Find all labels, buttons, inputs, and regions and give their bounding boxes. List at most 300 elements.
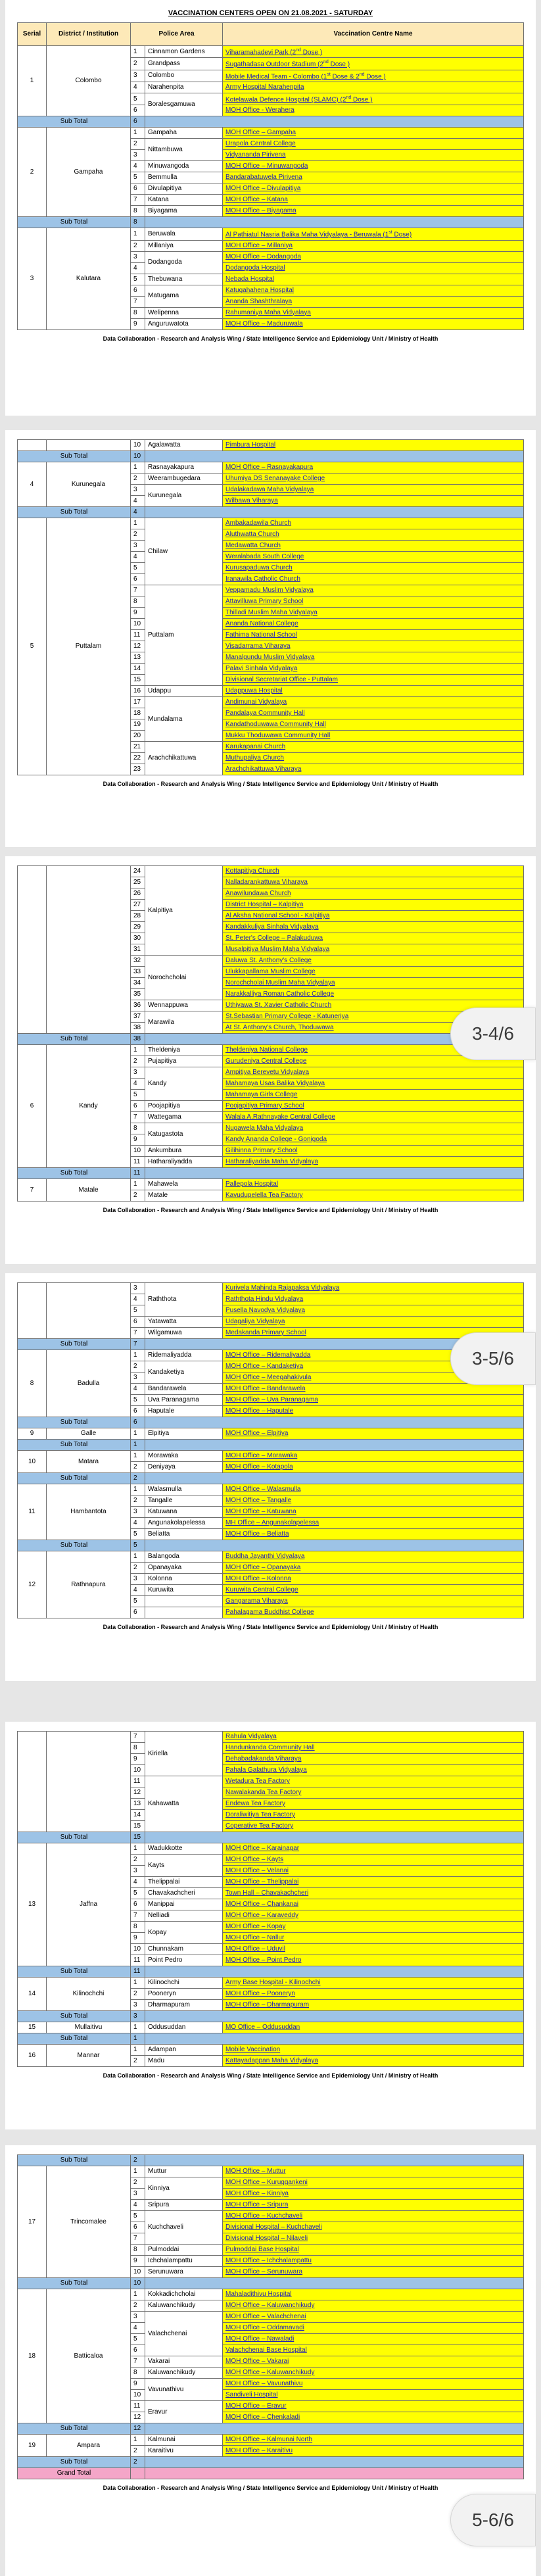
vaccination-centre-cell: Walala A.Rathnayake Central College <box>223 1112 524 1123</box>
vaccination-centre-cell: Katugahahena Hospital <box>223 285 524 296</box>
row-number-cell: 2 <box>131 1056 145 1067</box>
row-number-cell: 2 <box>131 1361 145 1373</box>
row-number-cell: 3 <box>131 70 145 82</box>
row-number-cell: 7 <box>131 2356 145 2368</box>
police-area-cell: Kokkadichcholai <box>145 2289 223 2300</box>
serial-cell: 6 <box>18 1045 47 1168</box>
grand-total-row <box>18 2468 524 2479</box>
row-number-cell: 14 <box>131 664 145 675</box>
police-area-cell: Puttalam <box>145 585 223 686</box>
police-area-cell: Millaniya <box>145 240 223 251</box>
row-number-cell: 1 <box>131 46 145 58</box>
police-area-cell <box>145 1607 223 1618</box>
police-area-cell: Bandarawela <box>145 1384 223 1395</box>
row-number-cell: 1 <box>131 128 145 139</box>
row-number-cell: 3 <box>131 1866 145 1877</box>
row-number-cell: 2 <box>131 1462 145 1473</box>
subtotal-value: 11 <box>131 1168 145 1179</box>
vaccination-centre-cell: MOH Office – Rasnayakapura <box>223 462 524 474</box>
vaccination-centre-cell: Uthiyawa St. Xavier Catholic Church <box>223 1000 524 1011</box>
district-cell: Kilinochchi <box>47 1978 131 2011</box>
row-number-cell: 6 <box>131 2345 145 2356</box>
row-number-cell: 7 <box>131 1112 145 1123</box>
vaccination-centre-cell: Divisional Secretariat Office - Puttalam <box>223 675 524 686</box>
subtotal-row <box>18 1440 524 1451</box>
subtotal-label: Sub Total <box>18 1168 131 1179</box>
row-number-cell: 18 <box>131 708 145 719</box>
vaccination-centre-cell: Muthupaliya Church <box>223 753 524 764</box>
row-number-cell: 4 <box>131 1384 145 1395</box>
page-indicator: 5-6/6 <box>450 2494 536 2546</box>
subtotal-label: Sub Total <box>18 2278 131 2289</box>
police-area-cell: Muttur <box>145 2166 223 2177</box>
police-area-cell: Deniyaya <box>145 1462 223 1473</box>
vaccination-centre-cell: Arachchikattuwa Viharaya <box>223 764 524 775</box>
district-cell: Puttalam <box>47 518 131 775</box>
vaccination-centre-cell: MOH Office – Maduruwala <box>223 318 524 329</box>
vaccination-centre-cell: MOH Office – Muttur <box>223 2166 524 2177</box>
serial-cell <box>18 1283 47 1339</box>
vaccination-centre-cell: MH Office – Angunakolapelessa <box>223 1518 524 1529</box>
row-number-cell: 6 <box>131 105 145 116</box>
subtotal-value: 2 <box>131 1473 145 1484</box>
row-number-cell: 5 <box>131 1596 145 1607</box>
vaccination-centre-cell: Endewa Tea Factory <box>223 1799 524 1810</box>
row-number-cell: 8 <box>131 206 145 217</box>
row-number-cell: 1 <box>131 1428 145 1440</box>
row-number-cell: 2 <box>131 1855 145 1866</box>
table-row <box>18 1732 524 1743</box>
police-area-cell: Chilaw <box>145 518 223 585</box>
police-area-cell: Anguruwatota <box>145 318 223 329</box>
vaccination-centre-cell: MOH Office – Karaveddy <box>223 1910 524 1922</box>
police-area-cell: Agalawatta <box>145 440 223 451</box>
police-area-cell: Thebuwana <box>145 274 223 285</box>
document-title: VACCINATION CENTERS OPEN ON 21.08.2021 - SATURDAY <box>168 9 373 17</box>
vaccination-centre-cell: MOH Office – Meegahakivula <box>223 1373 524 1384</box>
subtotal-label: Sub Total <box>18 116 131 128</box>
row-number-cell: 8 <box>131 1922 145 1933</box>
row-number-cell: 29 <box>131 922 145 933</box>
table-row <box>18 2435 524 2446</box>
police-area-cell: Udappu <box>145 686 223 697</box>
police-area-cell: Mahawela <box>145 1179 223 1190</box>
row-number-cell: 1 <box>131 1350 145 1361</box>
vaccination-centre-cell: District Hospital – Kalpitiya <box>223 900 524 911</box>
police-area-cell: Kahawatta <box>145 1776 223 1832</box>
row-number-cell: 3 <box>131 150 145 161</box>
row-number-cell: 6 <box>131 2222 145 2233</box>
subtotal-row <box>18 2011 524 2022</box>
police-area-cell: Oddusuddan <box>145 2022 223 2033</box>
subtotal-value: 6 <box>131 1417 145 1428</box>
vaccination-centre-cell: Kurivela Mahinda Rajapaksa Vidyalaya <box>223 1283 524 1294</box>
vaccination-centre-cell: MOH Office – Kaluwanchikudy <box>223 2368 524 2379</box>
vaccination-centre-cell: Vidyananda Pirivena <box>223 150 524 161</box>
row-number-cell: 7 <box>131 1910 145 1922</box>
document-page <box>5 430 536 847</box>
row-number-cell: 22 <box>131 753 145 764</box>
vaccination-centre-cell: MOH Office – Ichchalampattu <box>223 2256 524 2267</box>
vaccination-centre-cell: Narakkalliya Roman Catholic College <box>223 989 524 1000</box>
police-area-cell: Cinnamon Gardens <box>145 46 223 58</box>
police-area-cell: Bemmulla <box>145 172 223 183</box>
table-header-row <box>18 23 524 46</box>
police-area-cell: Beliatta <box>145 1529 223 1540</box>
police-area-cell: Madu <box>145 2056 223 2067</box>
row-number-cell: 12 <box>131 641 145 652</box>
police-area-cell: Pulmoddai <box>145 2245 223 2256</box>
vaccination-centre-cell: Urapola Central College <box>223 139 524 150</box>
vaccination-centre-cell: Mobile Vaccination <box>223 2045 524 2056</box>
row-number-cell: 6 <box>131 183 145 195</box>
police-area-cell: Haputale <box>145 1406 223 1417</box>
vaccination-centre-cell: MOH Office – Point Pedro <box>223 1955 524 1966</box>
subtotal-label: Sub Total <box>18 1832 131 1843</box>
table-row <box>18 1179 524 1190</box>
row-number-cell: 13 <box>131 652 145 664</box>
police-area-cell: Kuruwita <box>145 1585 223 1596</box>
district-cell: Hambantota <box>47 1484 131 1540</box>
subtotal-value: 2 <box>131 2457 145 2468</box>
vaccination-centre-cell: MOH Office – Uduvil <box>223 1944 524 1955</box>
vaccination-centre-cell: MO Office – Oddusuddan <box>223 2022 524 2033</box>
vaccination-centre-cell: MOH Office – Elpitiya <box>223 1428 524 1440</box>
table-row <box>18 440 524 451</box>
vaccination-centre-cell: Pahala Galathura Vidyalaya <box>223 1765 524 1776</box>
subtotal-row <box>18 2155 524 2166</box>
row-number-cell: 3 <box>131 1067 145 1079</box>
police-area-cell: Vavunathivu <box>145 2379 223 2401</box>
police-area-cell: Nelliadi <box>145 1910 223 1922</box>
vaccination-centre-cell: Ananda Shashthralaya <box>223 296 524 307</box>
vaccination-centre-cell: Karukapanai Church <box>223 742 524 753</box>
police-area-cell: Wennappuwa <box>145 1000 223 1011</box>
row-number-cell: 7 <box>131 1732 145 1743</box>
row-number-cell: 6 <box>131 574 145 585</box>
row-number-cell: 30 <box>131 933 145 944</box>
police-area-cell: Morawaka <box>145 1451 223 1462</box>
row-number-cell: 1 <box>131 1045 145 1056</box>
subtotal-label: Sub Total <box>18 2423 131 2435</box>
vaccination-centre-cell: St.Sebastian Primary College - Katuneriya <box>223 1011 524 1023</box>
subtotal-row <box>18 217 524 228</box>
row-number-cell: 2 <box>131 2446 145 2457</box>
vaccination-centre-cell: MOH Office – Millaniya <box>223 240 524 251</box>
police-area-cell: Karaitivu <box>145 2446 223 2457</box>
police-area-cell: Uva Paranagama <box>145 1395 223 1406</box>
row-number-cell: 19 <box>131 719 145 731</box>
vaccination-centre-cell: Uhumiya DS Senanayake College <box>223 474 524 485</box>
table-row <box>18 1045 524 1056</box>
vaccination-centre-cell: MOH Office – Sripura <box>223 2200 524 2211</box>
vaccination-centre-cell: Gangarama Viharaya <box>223 1596 524 1607</box>
police-area-cell: Kilinochchi <box>145 1978 223 1989</box>
subtotal-label: Sub Total <box>18 1540 131 1551</box>
row-number-cell: 32 <box>131 956 145 967</box>
row-number-cell: 1 <box>131 1843 145 1855</box>
vaccination-centre-cell: Weralabada South College <box>223 552 524 563</box>
vaccination-centre-cell: Kandakkuliya Sinhala Vidyalaya <box>223 922 524 933</box>
column-header-police: Police Area <box>131 23 223 46</box>
row-number-cell: 5 <box>131 2334 145 2345</box>
police-area-cell: Kaluwanchikudy <box>145 2368 223 2379</box>
row-number-cell: 5 <box>131 563 145 574</box>
row-number-cell: 5 <box>131 93 145 105</box>
vaccination-centre-cell: Rahumaniya Maha Vidyalaya <box>223 307 524 318</box>
police-area-cell: Wattegama <box>145 1112 223 1123</box>
police-area-cell: Kurunegala <box>145 485 223 507</box>
row-number-cell: 1 <box>131 1978 145 1989</box>
row-number-cell: 4 <box>131 1294 145 1305</box>
subtotal-row <box>18 1966 524 1978</box>
row-number-cell: 9 <box>131 2379 145 2390</box>
vaccination-centre-cell: MOH Office – Biyagama <box>223 206 524 217</box>
row-number-cell: 35 <box>131 989 145 1000</box>
subtotal-value: 4 <box>131 507 145 518</box>
vaccination-centre-cell: Wilbawa Viharaya <box>223 496 524 507</box>
row-number-cell: 33 <box>131 967 145 978</box>
district-cell: Mullaitivu <box>47 2022 131 2033</box>
row-number-cell: 3 <box>131 1574 145 1585</box>
page-footer: Data Collaboration - Research and Analysis Wing / State Intelligence Service and Epidemiology Unit / Ministry of Health <box>103 1207 438 1213</box>
police-area-cell: Minuwangoda <box>145 161 223 172</box>
table-row <box>18 866 524 877</box>
vaccination-centre-cell: MOH Office – Eravur <box>223 2401 524 2412</box>
vaccination-centre-cell: Pahalagama Buddhist College <box>223 1607 524 1618</box>
table-row <box>18 1551 524 1563</box>
table-row <box>18 128 524 139</box>
row-number-cell: 8 <box>131 1123 145 1134</box>
subtotal-row <box>18 2457 524 2468</box>
vaccination-centre-cell: MOH Office – Beliatta <box>223 1529 524 1540</box>
table-row <box>18 1428 524 1440</box>
vaccination-centre-cell: Mobile Medical Team - Colombo (1st Dose & 2nd Dose ) <box>223 70 524 82</box>
vaccination-centre-cell: Nawalakanda Tea Factory <box>223 1787 524 1799</box>
police-area-cell: Ridemaliyadda <box>145 1350 223 1361</box>
serial-cell: 19 <box>18 2435 47 2457</box>
vaccination-centre-cell: Kattayadappan Maha Vidyalaya <box>223 2056 524 2067</box>
row-number-cell: 2 <box>131 1190 145 1202</box>
subtotal-value: 11 <box>131 1966 145 1978</box>
vaccination-centre-cell: MOH Office – Uva Paranagama <box>223 1395 524 1406</box>
serial-cell: 16 <box>18 2045 47 2067</box>
row-number-cell: 5 <box>131 1529 145 1540</box>
vaccination-centre-cell: Ananda National College <box>223 619 524 630</box>
row-number-cell: 5 <box>131 1305 145 1317</box>
column-header-serial: Serial <box>18 23 47 46</box>
vaccination-centre-cell: Anawilundawa Church <box>223 888 524 900</box>
police-area-cell: Vakarai <box>145 2356 223 2368</box>
row-number-cell: 2 <box>131 2177 145 2189</box>
row-number-cell: 5 <box>131 274 145 285</box>
vaccination-centre-cell: Thilladi Muslim Maha Vidyalaya <box>223 608 524 619</box>
row-number-cell: 4 <box>131 262 145 274</box>
row-number-cell: 1 <box>131 1484 145 1495</box>
vaccination-centre-cell: MOH Office – Valachchenai <box>223 2312 524 2323</box>
vaccination-centre-cell: Fathima National School <box>223 630 524 641</box>
row-number-cell: 1 <box>131 2166 145 2177</box>
subtotal-value: 1 <box>131 2033 145 2045</box>
police-area-cell: Welipenna <box>145 307 223 318</box>
vaccination-centre-cell: Town Hall – Chavakachcheri <box>223 1888 524 1899</box>
vaccination-centre-cell: Al Aksha National School - Kalpitiya <box>223 911 524 922</box>
police-area-cell: Matugama <box>145 285 223 307</box>
vaccination-centre-cell: Coperative Tea Factory <box>223 1821 524 1832</box>
subtotal-value: 15 <box>131 1832 145 1843</box>
row-number-cell: 26 <box>131 888 145 900</box>
table-row <box>18 1843 524 1855</box>
vaccination-centre-cell: MOH Office – Katana <box>223 195 524 206</box>
row-number-cell: 3 <box>131 541 145 552</box>
police-area-cell: Kandy <box>145 1067 223 1101</box>
police-area-cell: Pujapitiya <box>145 1056 223 1067</box>
police-area-cell: Chunnakam <box>145 1944 223 1955</box>
subtotal-row <box>18 1034 524 1045</box>
vaccination-centre-cell: MOH Office – Opanayaka <box>223 1563 524 1574</box>
vaccination-centre-cell: Daluwa St. Anthony's College <box>223 956 524 967</box>
row-number-cell: 9 <box>131 1933 145 1944</box>
police-area-cell: Colombo <box>145 70 223 82</box>
vaccination-centre-cell: MOH Office – Kaluwanchikudy <box>223 2300 524 2312</box>
police-area-cell: Marawila <box>145 1011 223 1034</box>
police-area-cell: Ichchalampattu <box>145 2256 223 2267</box>
row-number-cell: 36 <box>131 1000 145 1011</box>
row-number-cell: 6 <box>131 1317 145 1328</box>
serial-cell: 14 <box>18 1978 47 2011</box>
page-footer: Data Collaboration - Research and Analysis Wing / State Intelligence Service and Epidemiology Unit / Ministry of Health <box>103 781 438 787</box>
subtotal-label: Sub Total <box>18 1440 131 1451</box>
subtotal-value: 7 <box>131 1339 145 1350</box>
police-area-cell: Kuchchaveli <box>145 2211 223 2245</box>
serial-cell: 5 <box>18 518 47 775</box>
row-number-cell: 10 <box>131 1944 145 1955</box>
vaccination-centre-cell: Musalpitiya Muslim Maha Vidyalaya <box>223 944 524 956</box>
district-cell: Matara <box>47 1451 131 1473</box>
row-number-cell: 24 <box>131 866 145 877</box>
district-cell: Mannar <box>47 2045 131 2067</box>
vaccination-centre-cell: MOH Office – Kuchchaveli <box>223 2211 524 2222</box>
document-page <box>5 0 536 416</box>
subtotal-row <box>18 2423 524 2435</box>
police-area-cell: Kalmunai <box>145 2435 223 2446</box>
subtotal-label: Sub Total <box>18 217 131 228</box>
police-area-cell: Yatawatta <box>145 1317 223 1328</box>
row-number-cell: 7 <box>131 195 145 206</box>
row-number-cell: 15 <box>131 675 145 686</box>
row-number-cell: 2 <box>131 474 145 485</box>
table-row <box>18 1484 524 1495</box>
police-area-cell: Boralesgamuwa <box>145 93 223 116</box>
police-area-cell: Hatharaliyadda <box>145 1157 223 1168</box>
serial-cell: 9 <box>18 1428 47 1440</box>
vaccination-centre-cell: Pusella Navodya Vidyalaya <box>223 1305 524 1317</box>
serial-cell <box>18 440 47 451</box>
district-cell <box>47 866 131 1034</box>
vaccination-centre-cell: MOH Office – Pooneryn <box>223 1989 524 2000</box>
row-number-cell: 4 <box>131 1518 145 1529</box>
row-number-cell: 14 <box>131 1810 145 1821</box>
table-row <box>18 1350 524 1361</box>
vaccination-centre-cell: Mukku Thoduwawa Community Hall <box>223 731 524 742</box>
table-row <box>18 2166 524 2177</box>
row-number-cell: 5 <box>131 1888 145 1899</box>
row-number-cell: 4 <box>131 161 145 172</box>
district-cell: Rathnapura <box>47 1551 131 1618</box>
row-number-cell: 5 <box>131 172 145 183</box>
subtotal-value: 8 <box>131 217 145 228</box>
vaccination-centre-cell: Aluthwatta Church <box>223 529 524 541</box>
vaccination-centre-cell: Viharamahadevi Park (2nd Dose ) <box>223 46 524 58</box>
document-page <box>5 856 536 1264</box>
police-area-cell: Kalpitiya <box>145 866 223 956</box>
district-cell: Matale <box>47 1179 131 1202</box>
subtotal-row <box>18 1168 524 1179</box>
subtotal-row <box>18 1473 524 1484</box>
vaccination-centre-cell: MOH Office – Tangalle <box>223 1495 524 1507</box>
vaccination-centre-cell: Mahamaya Usas Balika Vidyalaya <box>223 1079 524 1090</box>
police-area-cell: Opanayaka <box>145 1563 223 1574</box>
row-number-cell: 34 <box>131 978 145 989</box>
police-area-cell: Kopay <box>145 1922 223 1944</box>
row-number-cell: 6 <box>131 1607 145 1618</box>
vaccination-centre-cell: Dehabadakanda Viharaya <box>223 1754 524 1765</box>
police-area-cell: Divulapitiya <box>145 183 223 195</box>
row-number-cell: 2 <box>131 139 145 150</box>
table-row <box>18 2022 524 2033</box>
row-number-cell: 1 <box>131 2022 145 2033</box>
police-area-cell: Eravur <box>145 2401 223 2423</box>
row-number-cell: 16 <box>131 686 145 697</box>
row-number-cell: 12 <box>131 2412 145 2423</box>
police-area-cell: Kiriella <box>145 1732 223 1776</box>
row-number-cell: 2 <box>131 240 145 251</box>
row-number-cell: 7 <box>131 2233 145 2245</box>
police-area-cell: Chavakachcheri <box>145 1888 223 1899</box>
vaccination-centre-cell: Gurudeniya Central College <box>223 1056 524 1067</box>
vaccination-centre-cell: Veppamadu Muslim Vidyalaya <box>223 585 524 596</box>
table-row <box>18 462 524 474</box>
police-area-cell: Gampaha <box>145 128 223 139</box>
row-number-cell: 9 <box>131 1134 145 1146</box>
row-number-cell: 2 <box>131 1989 145 2000</box>
serial-cell: 13 <box>18 1843 47 1966</box>
vaccination-centre-cell: Ampitiya Berevetu Vidyalaya <box>223 1067 524 1079</box>
vaccination-centre-cell: Handunkanda Community Hall <box>223 1743 524 1754</box>
serial-cell: 1 <box>18 46 47 116</box>
district-cell: Kandy <box>47 1045 131 1168</box>
police-area-cell: Weerambugedara <box>145 474 223 485</box>
police-area-cell: Adampan <box>145 2045 223 2056</box>
police-area-cell: Kaluwanchikudy <box>145 2300 223 2312</box>
subtotal-value: 6 <box>131 116 145 128</box>
vaccination-centre-cell: Raththota Hindu Vidyalaya <box>223 1294 524 1305</box>
table-row <box>18 46 524 58</box>
row-number-cell: 2 <box>131 2300 145 2312</box>
police-area-cell: Valachchenai <box>145 2312 223 2356</box>
vaccination-centre-cell: MOH Office – Kayts <box>223 1855 524 1866</box>
vaccination-centre-cell: Medawatta Church <box>223 541 524 552</box>
vaccination-centre-cell: Pallepola Hospital <box>223 1179 524 1190</box>
police-area-cell: Serunuwara <box>145 2267 223 2278</box>
row-number-cell: 10 <box>131 619 145 630</box>
vaccination-centre-cell: Divisional Hospital – Nilaveli <box>223 2233 524 2245</box>
page-footer: Data Collaboration - Research and Analysis Wing / State Intelligence Service and Epidemiology Unit / Ministry of Health <box>103 335 438 342</box>
vaccination-centre-cell: MOH Office – Kinniya <box>223 2189 524 2200</box>
row-number-cell: 6 <box>131 1101 145 1112</box>
row-number-cell: 10 <box>131 1765 145 1776</box>
vaccination-centre-cell: MOH Office – Nawaladi <box>223 2334 524 2345</box>
